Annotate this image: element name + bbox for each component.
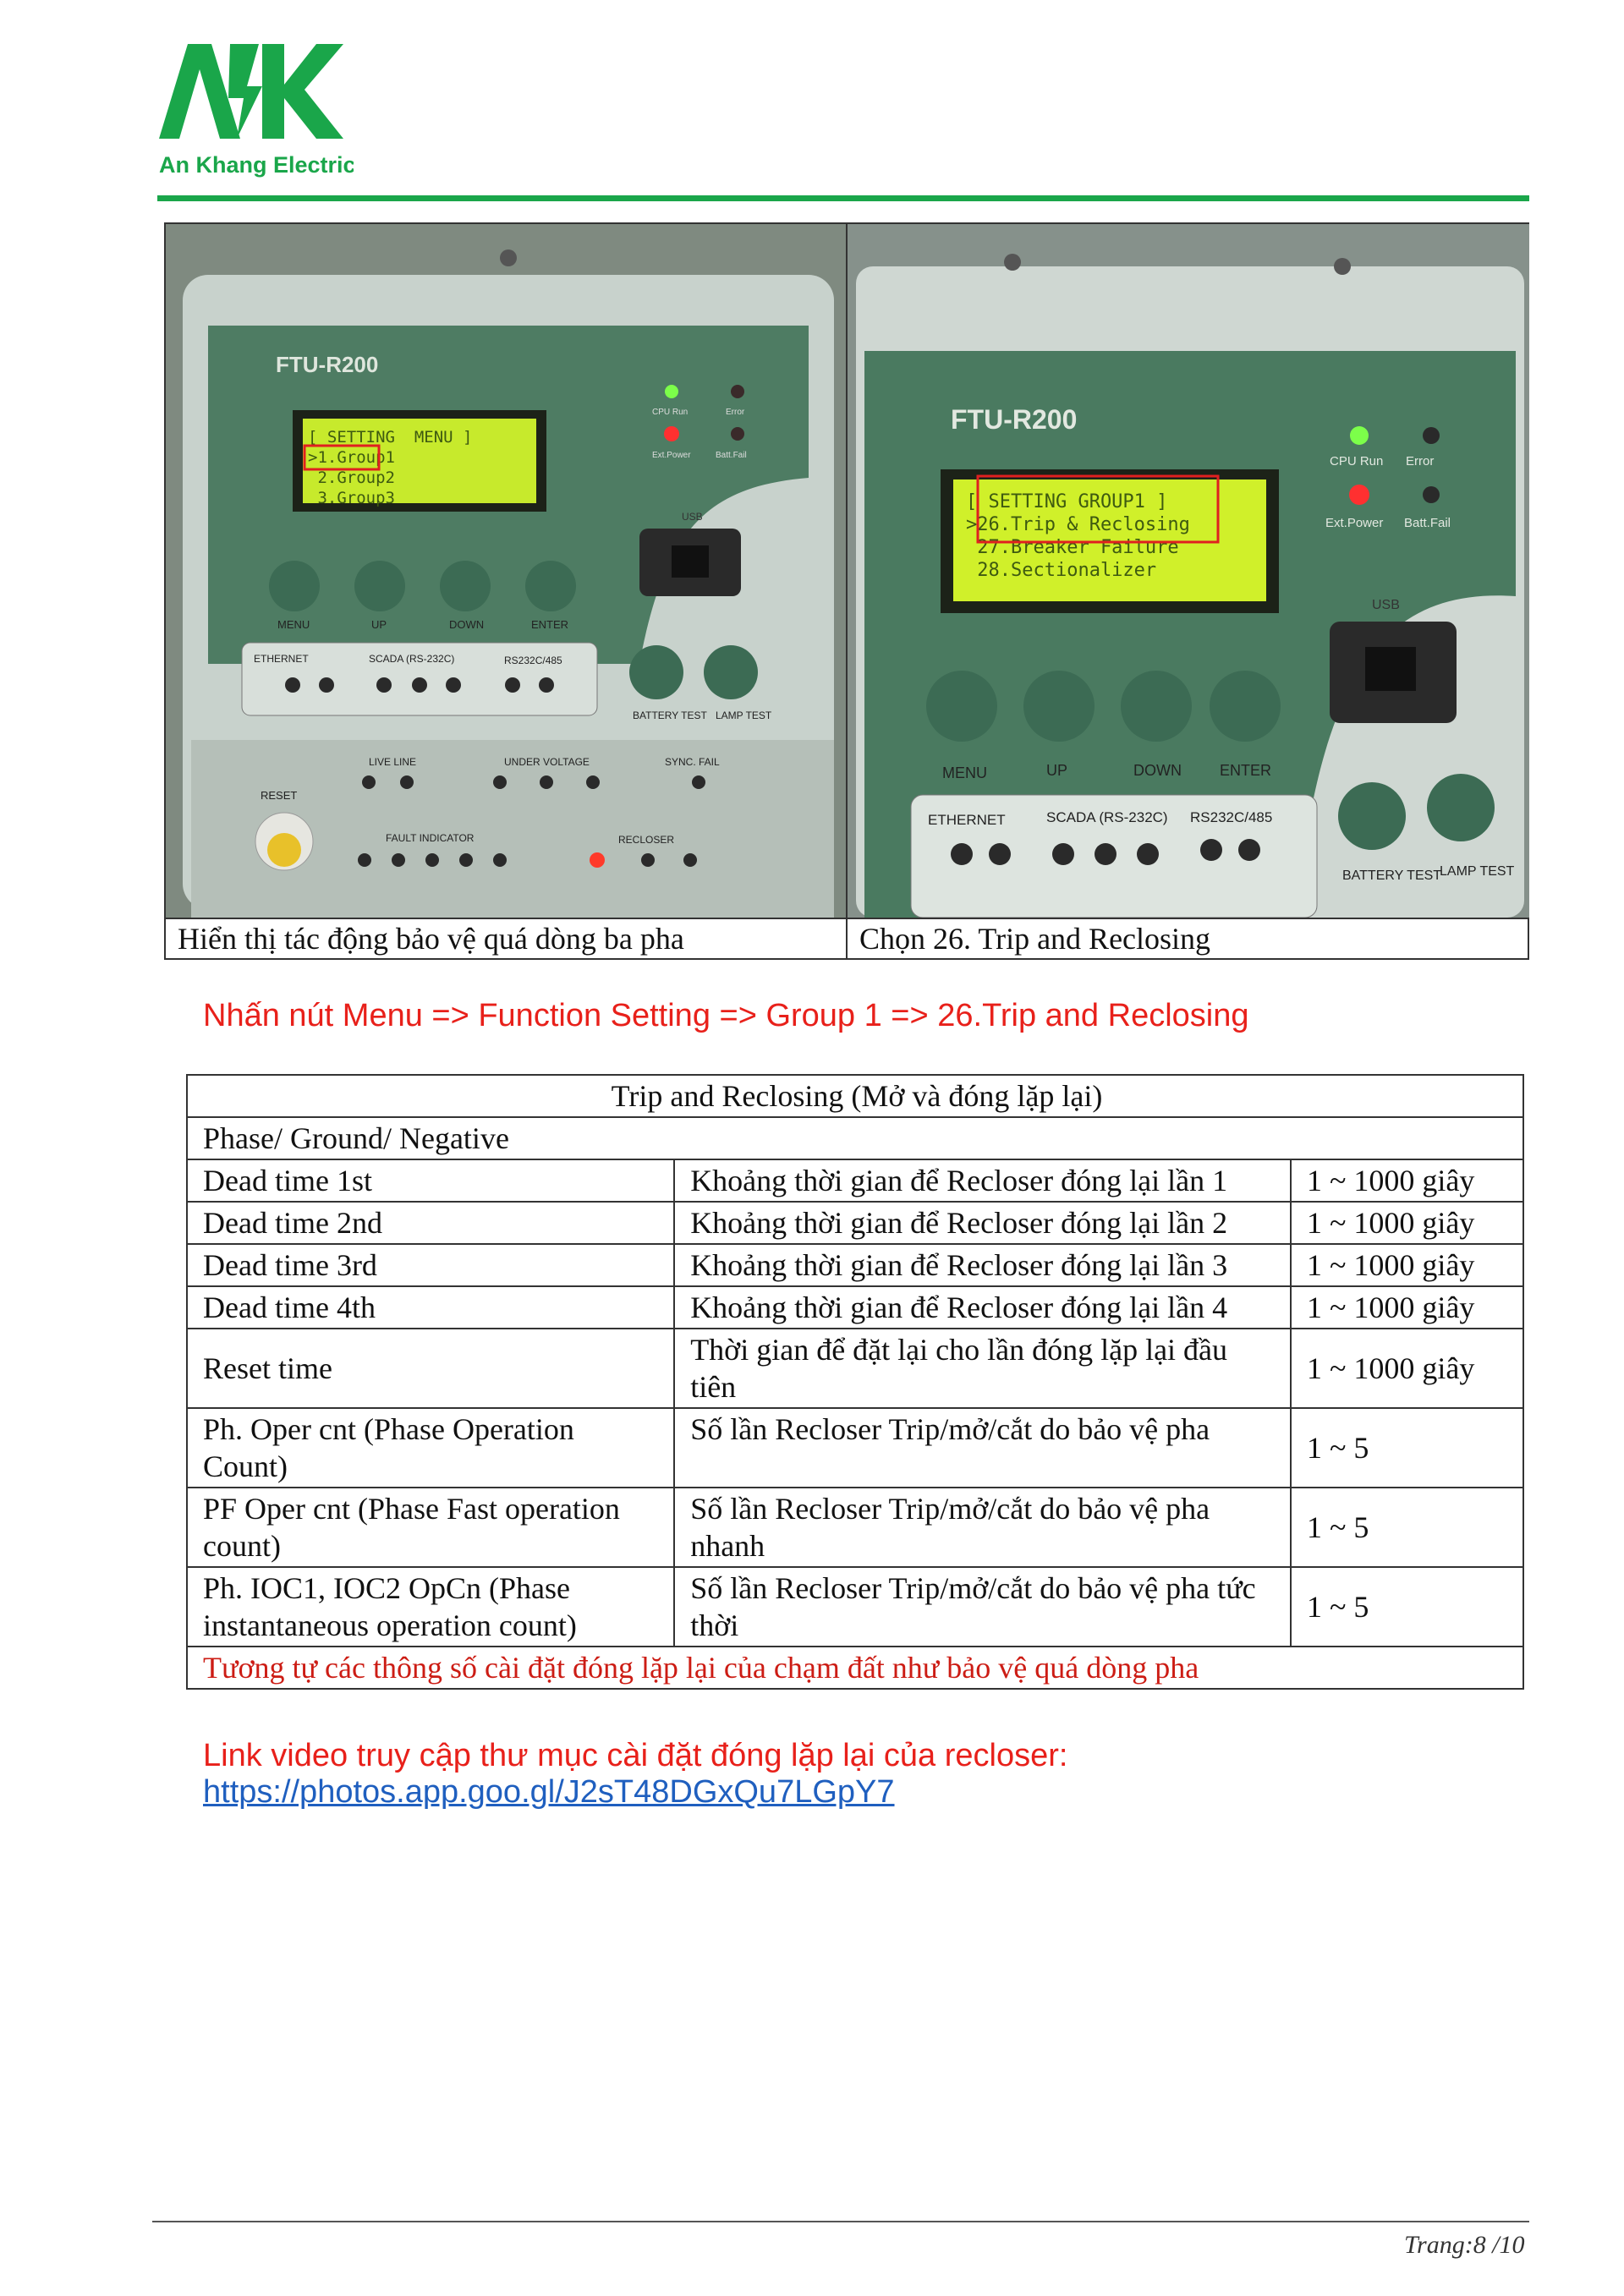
svg-text:DOWN: DOWN <box>1133 762 1182 779</box>
svg-text:MENU: MENU <box>942 764 987 781</box>
svg-text:Error: Error <box>726 408 745 417</box>
trip-reclosing-table <box>186 1074 1524 1690</box>
svg-text:>26.Trip & Reclosing: >26.Trip & Reclosing <box>966 514 1190 535</box>
table-note: Tương tự các thông số cài đặt đóng lặp lại của chạm đất như bảo vệ quá dòng pha <box>187 1647 1523 1689</box>
svg-text:LAMP TEST: LAMP TEST <box>1440 864 1515 879</box>
svg-text:FTU-R200: FTU-R200 <box>951 404 1078 435</box>
svg-text:2.Group2: 2.Group2 <box>308 469 395 487</box>
page-number: Trang:8 /10 <box>1404 2231 1525 2259</box>
table-row: Dead time 3rd Khoảng thời gian để Recloser đóng lại lần 3 1 ~ 1000 giây <box>187 1244 1523 1286</box>
company-name: An Khang Electric <box>159 152 354 178</box>
svg-text:Batt.Fail: Batt.Fail <box>716 451 747 460</box>
svg-text:BATTERY TEST: BATTERY TEST <box>633 710 707 721</box>
svg-text:CPU Run: CPU Run <box>1330 454 1384 469</box>
svg-text:MENU: MENU <box>277 618 310 631</box>
device-photo-left <box>166 224 848 918</box>
video-link-label: Link video truy cập thư mục cài đặt đóng lặp lại của recloser: <box>203 1738 1068 1773</box>
svg-text:USB: USB <box>682 511 703 523</box>
svg-text:>1.Group1: >1.Group1 <box>308 448 395 467</box>
svg-text:ENTER: ENTER <box>531 618 569 631</box>
table-row: Ph. IOC1, IOC2 OpCn (Phase instantaneous operation count) Số lần Recloser Trip/mở/cắt do bảo vệ pha tức thời 1 ~ 5 <box>187 1567 1523 1647</box>
svg-text:SCADA (RS-232C): SCADA (RS-232C) <box>369 653 455 665</box>
table-row: Reset time Thời gian để đặt lại cho lần đóng lặp lại đầu tiên 1 ~ 1000 giây <box>187 1329 1523 1408</box>
svg-text:ENTER: ENTER <box>1220 762 1272 779</box>
svg-text:27.Breaker Failure: 27.Breaker Failure <box>966 537 1179 558</box>
table-row: PF Oper cnt (Phase Fast operation count) Số lần Recloser Trip/mở/cắt do bảo vệ pha nhanh 1 ~ 5 <box>187 1488 1523 1567</box>
photo-caption-right: Chọn 26. Trip and Reclosing <box>848 918 1529 960</box>
device-photo-right <box>848 224 1529 918</box>
svg-text:RECLOSER: RECLOSER <box>618 834 675 846</box>
svg-text:SYNC. FAIL: SYNC. FAIL <box>665 756 720 768</box>
svg-text:[ SETTING MENU ]: [ SETTING MENU ] <box>308 428 473 447</box>
svg-text:28.Sectionalizer: 28.Sectionalizer <box>966 560 1157 581</box>
table-row: Dead time 4th Khoảng thời gian để Recloser đóng lại lần 4 1 ~ 1000 giây <box>187 1286 1523 1329</box>
table-title: Trip and Reclosing (Mở và đóng lặp lại) <box>187 1075 1523 1117</box>
navigation-instruction: Nhấn nút Menu => Function Setting => Group 1 => 26.Trip and Reclosing <box>203 998 1249 1033</box>
svg-text:UP: UP <box>371 618 387 631</box>
svg-text:Batt.Fail: Batt.Fail <box>1404 516 1451 530</box>
svg-text:Ext.Power: Ext.Power <box>1325 516 1384 530</box>
svg-text:FTU-R200: FTU-R200 <box>276 352 379 377</box>
svg-text:Error: Error <box>1406 454 1435 469</box>
svg-text:ETHERNET: ETHERNET <box>928 812 1006 828</box>
svg-text:UNDER VOLTAGE: UNDER VOLTAGE <box>504 756 590 768</box>
svg-text:UP: UP <box>1046 762 1068 779</box>
table-row: Dead time 2nd Khoảng thời gian để Recloser đóng lại lần 2 1 ~ 1000 giây <box>187 1202 1523 1244</box>
svg-text:DOWN: DOWN <box>449 618 485 631</box>
header-divider <box>157 195 1529 201</box>
svg-text:RS232C/485: RS232C/485 <box>1190 809 1273 825</box>
svg-text:RS232C/485: RS232C/485 <box>504 655 562 666</box>
svg-text:[ SETTING GROUP1 ]: [ SETTING GROUP1 ] <box>966 491 1168 512</box>
table-section: Phase/ Ground/ Negative <box>187 1117 1523 1159</box>
svg-text:FAULT INDICATOR: FAULT INDICATOR <box>386 832 475 844</box>
photo-caption-left: Hiển thị tác động bảo vệ quá dòng ba pha <box>166 918 848 960</box>
table-row: Dead time 1st Khoảng thời gian để Recloser đóng lại lần 1 1 ~ 1000 giây <box>187 1159 1523 1202</box>
svg-text:LAMP TEST: LAMP TEST <box>716 710 772 721</box>
video-link[interactable]: https://photos.app.goo.gl/J2sT48DGxQu7LGpY7 <box>203 1774 895 1810</box>
svg-text:BATTERY TEST: BATTERY TEST <box>1342 869 1442 883</box>
svg-text:Ext.Power: Ext.Power <box>652 451 691 460</box>
table-row: Ph. Oper cnt (Phase Operation Count) Số lần Recloser Trip/mở/cắt do bảo vệ pha 1 ~ 5 <box>187 1408 1523 1488</box>
svg-text:ETHERNET: ETHERNET <box>254 653 309 665</box>
svg-text:USB: USB <box>1372 598 1400 612</box>
svg-text:CPU Run: CPU Run <box>652 408 689 417</box>
svg-text:RESET: RESET <box>261 789 298 802</box>
photo-table <box>164 222 1529 960</box>
svg-text:3.Group3: 3.Group3 <box>308 489 395 507</box>
company-logo <box>159 37 354 181</box>
svg-text:LIVE LINE: LIVE LINE <box>369 756 417 768</box>
svg-text:SCADA (RS-232C): SCADA (RS-232C) <box>1046 809 1168 825</box>
footer-divider <box>152 2221 1529 2222</box>
